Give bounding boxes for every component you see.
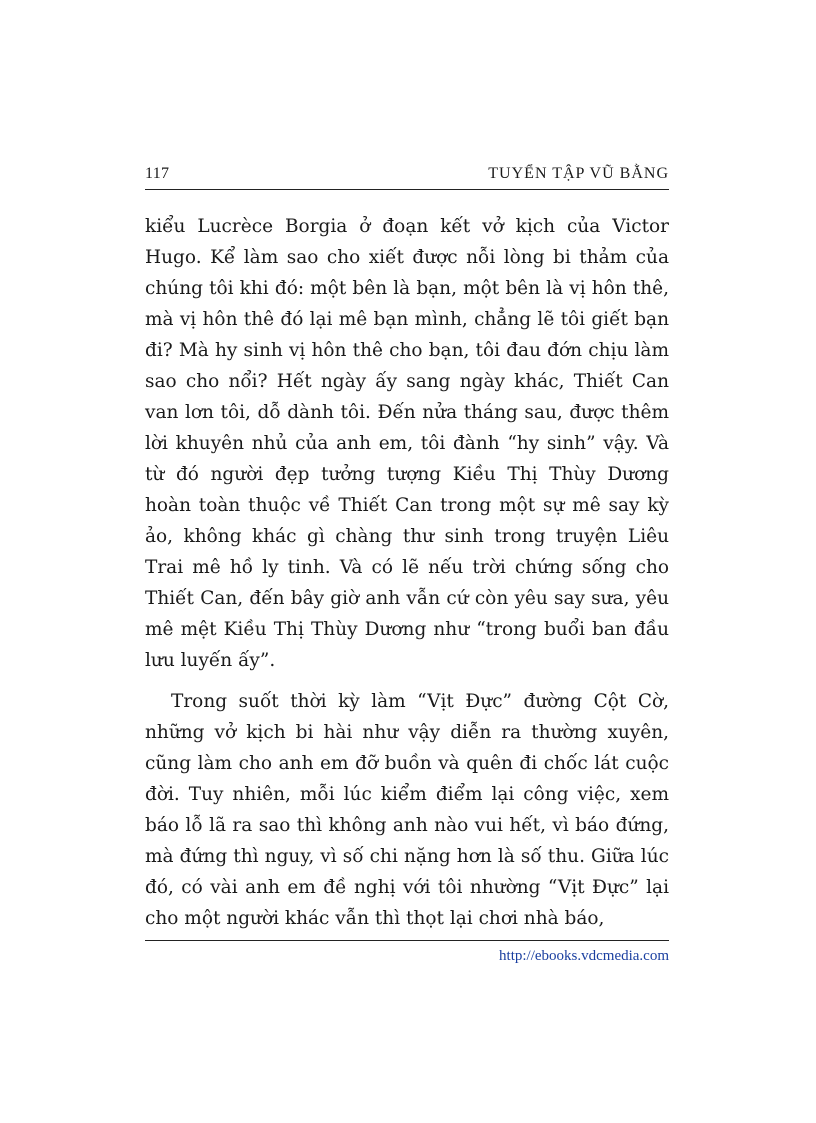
footer-link[interactable]: http://ebooks.vdcmedia.com — [499, 948, 669, 964]
footer-divider — [145, 940, 669, 941]
body-text — [145, 211, 669, 934]
book-title: TUYỂN TẬP VŨ BẰNG — [488, 165, 669, 182]
paragraph-continued: kiểu Lucrèce Borgia ở đoạn kết vở kịch của Victor Hugo. Kể làm sao cho xiết được nỗi lòng bi thảm của chúng tôi khi đó: một bên là bạn, một bên là vị hôn thê, mà vị hôn thê đó lại mê bạn mình, chẳng lẽ tôi giết bạn đi? Mà hy sinh vị hôn thê cho bạn, tôi đau đớn chịu làm sao cho nổi? Hết ngày ấy sang ngày khác, Thiết Can van lơn tôi, dỗ dành tôi. Đến nửa tháng sau, được thêm lời khuyên nhủ của anh em, tôi đành “hy sinh” vậy. Và từ đó người đẹp tưởng tượng Kiều Thị Thùy Dương hoàn toàn thuộc về Thiết Can trong một sự mê say kỳ ảo, không khác gì chàng thư sinh trong truyện Liêu Trai mê hồ ly tinh. Và có lẽ nếu trời chứng sống cho Thiết Can, đến bây giờ anh vẫn cứ còn yêu say sưa, yêu mê mệt Kiều Thị Thùy Dương như “trong buổi ban đầu lưu luyến ấy”. — [145, 216, 669, 671]
page-header — [145, 163, 669, 190]
paragraph: Trong suốt thời kỳ làm “Vịt Đực” đường Cột Cờ, những vở kịch bi hài như vậy diễn ra thường xuyên, cũng làm cho anh em đỡ buồn và quên đi chốc lát cuộc đời. Tuy nhiên, mỗi lúc kiểm điểm lại công việc, xem báo lỗ lã ra sao thì không anh nào vui hết, vì báo đứng, mà đứng thì nguy, vì số chi nặng hơn là số thu. Giữa lúc đó, có vài anh em đề nghị với tôi nhường “Vịt Đực” lại cho một người khác vẫn thì thọt lại chơi nhà báo, — [145, 691, 669, 929]
page-number: 117 — [145, 165, 170, 182]
